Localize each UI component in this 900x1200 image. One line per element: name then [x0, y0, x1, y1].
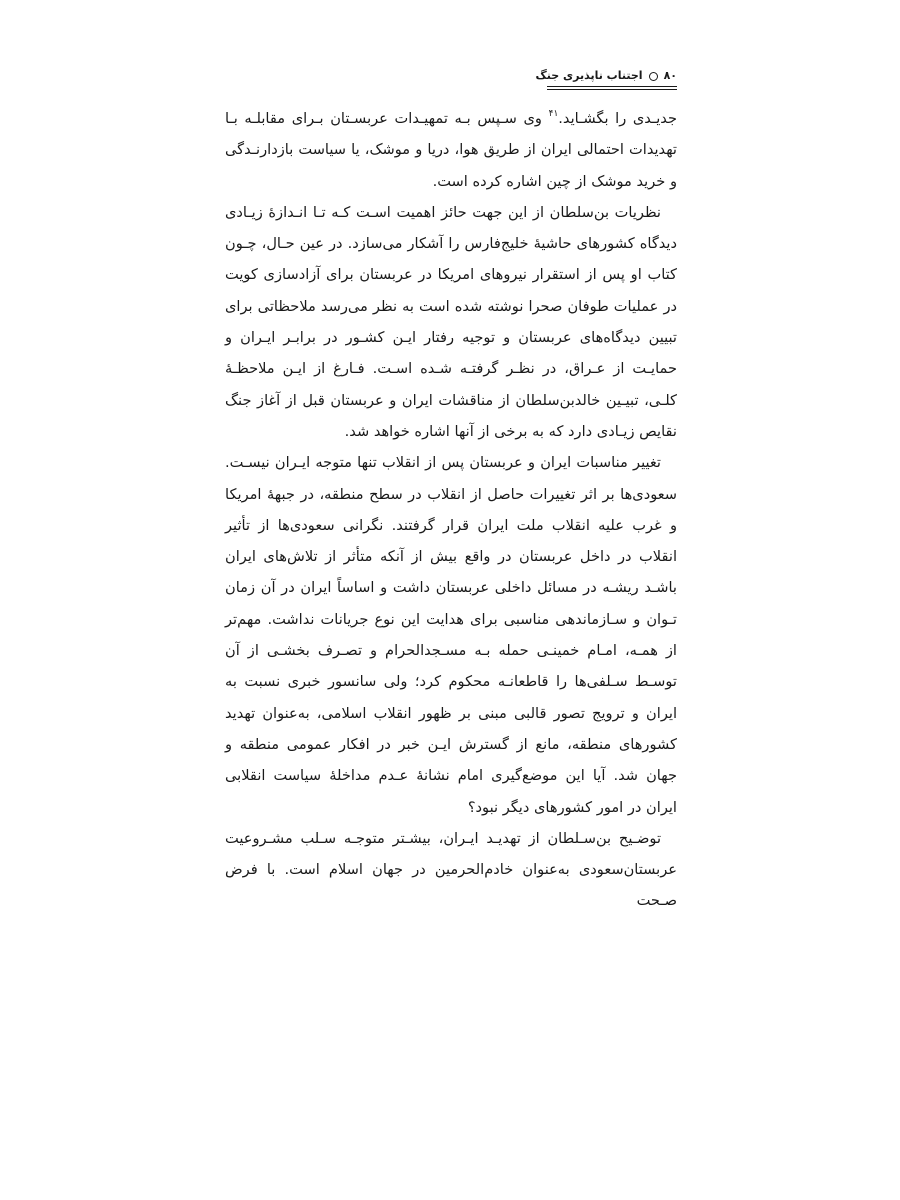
paragraph-4: توضـیح بن‌سـلطان از تهدیـد ایـران، بیشـتر متوجـه سـلب مشـروعیت عربستان‌سعودی به‌عنوان خادم‌الحرمین در جهان اسلام است. با فرض صـحت [225, 829, 677, 910]
paragraph-2: نظریات بن‌سلطان از این جهت حائز اهمیت اسـت کـه تـا انـدازۀ زیـادی دیدگاه کشورهای حاشیۀ خلیج‌فارس را آشکار می‌سازد. در عین حـال، چـون کتاب او پس از استقرار نیروهای امریکا در عربستان برای آزادسازی کویت در عملیات طوفان صحرا نوشته شده است به نظر می‌رسد ملاحظاتی برای تبیین دیدگاه‌های عربستان و توجیه رفتار ایـن کشـور در برابـر ایـران و حمایـت از عـراق، در نظـر گرفتـه شـده اسـت. فـارغ از ایـن ملاحظـۀ کلـی، تبیـین خالدبن‌سلطان از مناقشات ایران و عربستان قبل از آغاز جنگ نقایص زیـادی دارد که به برخی از آنها اشاره خواهد شد. [225, 203, 677, 440]
paragraph-1-rest: وی سـپس بـه تمهیـدات عربسـتان بـرای مقابلـه بـا تهدیدات احتمالی ایران از طریق هوا، دریا و موشک، یا سیاست بازدارنـدگی و خرید موشک از چین اشاره کرده است. [225, 110, 677, 190]
running-title: اجتناب ناپذیری جنگ [535, 69, 643, 82]
circle-separator-icon [649, 72, 658, 81]
paragraph-3: تغییر مناسبات ایران و عربستان پس از انقلاب تنها متوجه ایـران نیسـت. سعودی‌ها بر اثر تغییرات حاصل از انقلاب در سطح منطقه، در جبهۀ امریکا و غرب علیه انقلاب ملت ایران قرار گرفتند. نگرانی سعودی‌ها از تأثیر انقلاب در داخل عربستان در واقع بیش از آنکه متأثر از تلاش‌های ایران باشـد ریشـه در مسائل داخلی عربستان داشت و اساساً ایران در آن زمان تـوان و سـازماندهی مناسبی برای هدایت این نوع جریانات نداشت. مهم‌تر از همـه، امـام خمینـی حمله بـه مسـجدالحرام و تصـرف بخشـی از آن توسـط سـلفی‌ها را قاطعانـه محکوم کرد؛ ولی سانسور خبری نسبت به ایران و ترویج تصور قالبی مبنی بر ظهور انقلاب اسلامی، به‌عنوان تهدید کشورهای منطقه، مانع از گسترش ایـن خبر در افکار عمومی منطقه و جهان شد. آیا این موضع‌گیری امام نشانۀ عـدم مداخلۀ سیاست انقلابی ایران در امور کشورهای دیگر نبود؟ [225, 454, 677, 816]
header-double-rule [547, 86, 677, 90]
paragraph-1 [225, 103, 677, 197]
header-row [536, 68, 677, 84]
running-header [225, 68, 677, 94]
page-number: ۸۰ [663, 69, 677, 82]
paragraph-1-start: جدیـدی را بگشـاید. [558, 110, 677, 127]
body-text [225, 103, 677, 917]
footnote-marker: ۴۱ [548, 109, 559, 119]
